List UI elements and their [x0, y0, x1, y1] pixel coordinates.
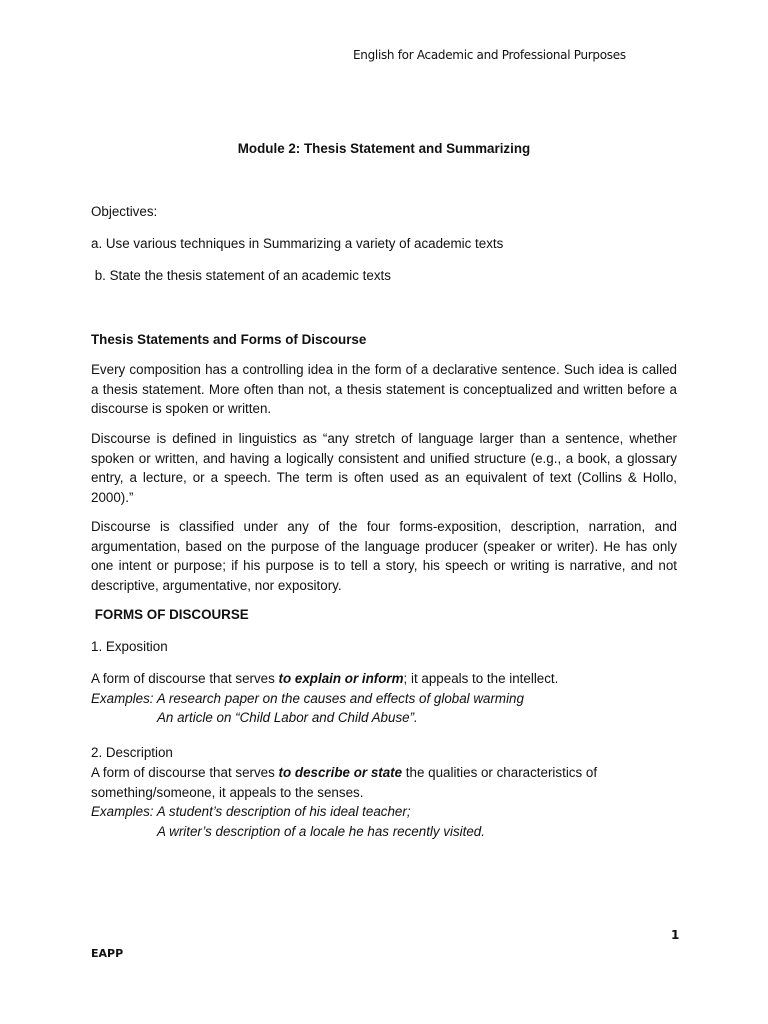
paragraph-discourse-classification: Discourse is classified under any of the four forms-exposition, description, narration, and argumentation, based on the purpose of the language producer (speaker or writer). He has only one intent or purpose; if his purpose is to tell a story, his speech or writing is narrative, and not descriptive, argumentative, nor expository. — [91, 519, 677, 593]
description-title: 2. Description — [91, 745, 173, 760]
exposition-definition — [91, 669, 677, 689]
exposition-example-1: Examples: A research paper on the causes and effects of global warming — [91, 690, 524, 706]
description-def-tail: the qualities or characteristics of something/someone, it appeals to the senses. — [91, 765, 598, 800]
footer-label: EAPP — [91, 947, 124, 960]
description-block — [91, 763, 677, 841]
exposition-example-2: An article on “Child Labor and Child Abuse”. — [157, 710, 418, 725]
description-def-text: A form of discourse that serves — [91, 765, 279, 780]
exposition-def-emphasis: to explain or inform — [278, 671, 404, 686]
description-def-emphasis: to describe or state — [278, 765, 403, 780]
exposition-def-tail: ; it appeals to the intellect. — [403, 671, 559, 686]
objective-b: b. State the thesis statement of an academic texts — [91, 268, 391, 283]
section-heading-thesis: Thesis Statements and Forms of Discourse — [91, 332, 367, 347]
running-header: English for Academic and Professional Purposes — [353, 48, 626, 62]
objectives-heading: Objectives: — [91, 204, 158, 219]
paragraph-thesis-intro: Every composition has a controlling idea in the form of a declarative sentence. Such idea is called a thesis statement. More often than not, a thesis statement is conceptualized and written before a discourse is spoken or written. — [91, 362, 677, 416]
page-number: 1 — [671, 928, 680, 942]
description-example-2: A writer’s description of a locale he has recently visited. — [157, 823, 485, 839]
module-title: Module 2: Thesis Statement and Summarizing — [237, 141, 531, 156]
exposition-block — [91, 669, 677, 728]
description-definition — [91, 763, 677, 802]
paragraph-discourse-definition: Discourse is defined in linguistics as “any stretch of language larger than a sentence, whether spoken or written, and having a logically consistent and unified structure (e.g., a book, a glossary entry, a lecture, or a speech. The term is often used as an equivalent of text (Collins & Hollo, 2000).” — [91, 431, 677, 505]
forms-heading: FORMS OF DISCOURSE — [91, 607, 249, 622]
description-example-1: Examples: A student’s description of his ideal teacher; — [91, 804, 411, 819]
objective-a: a. Use various techniques in Summarizing a variety of academic texts — [91, 236, 504, 251]
exposition-def-text: A form of discourse that serves — [91, 671, 279, 686]
exposition-title: 1. Exposition — [91, 639, 168, 654]
